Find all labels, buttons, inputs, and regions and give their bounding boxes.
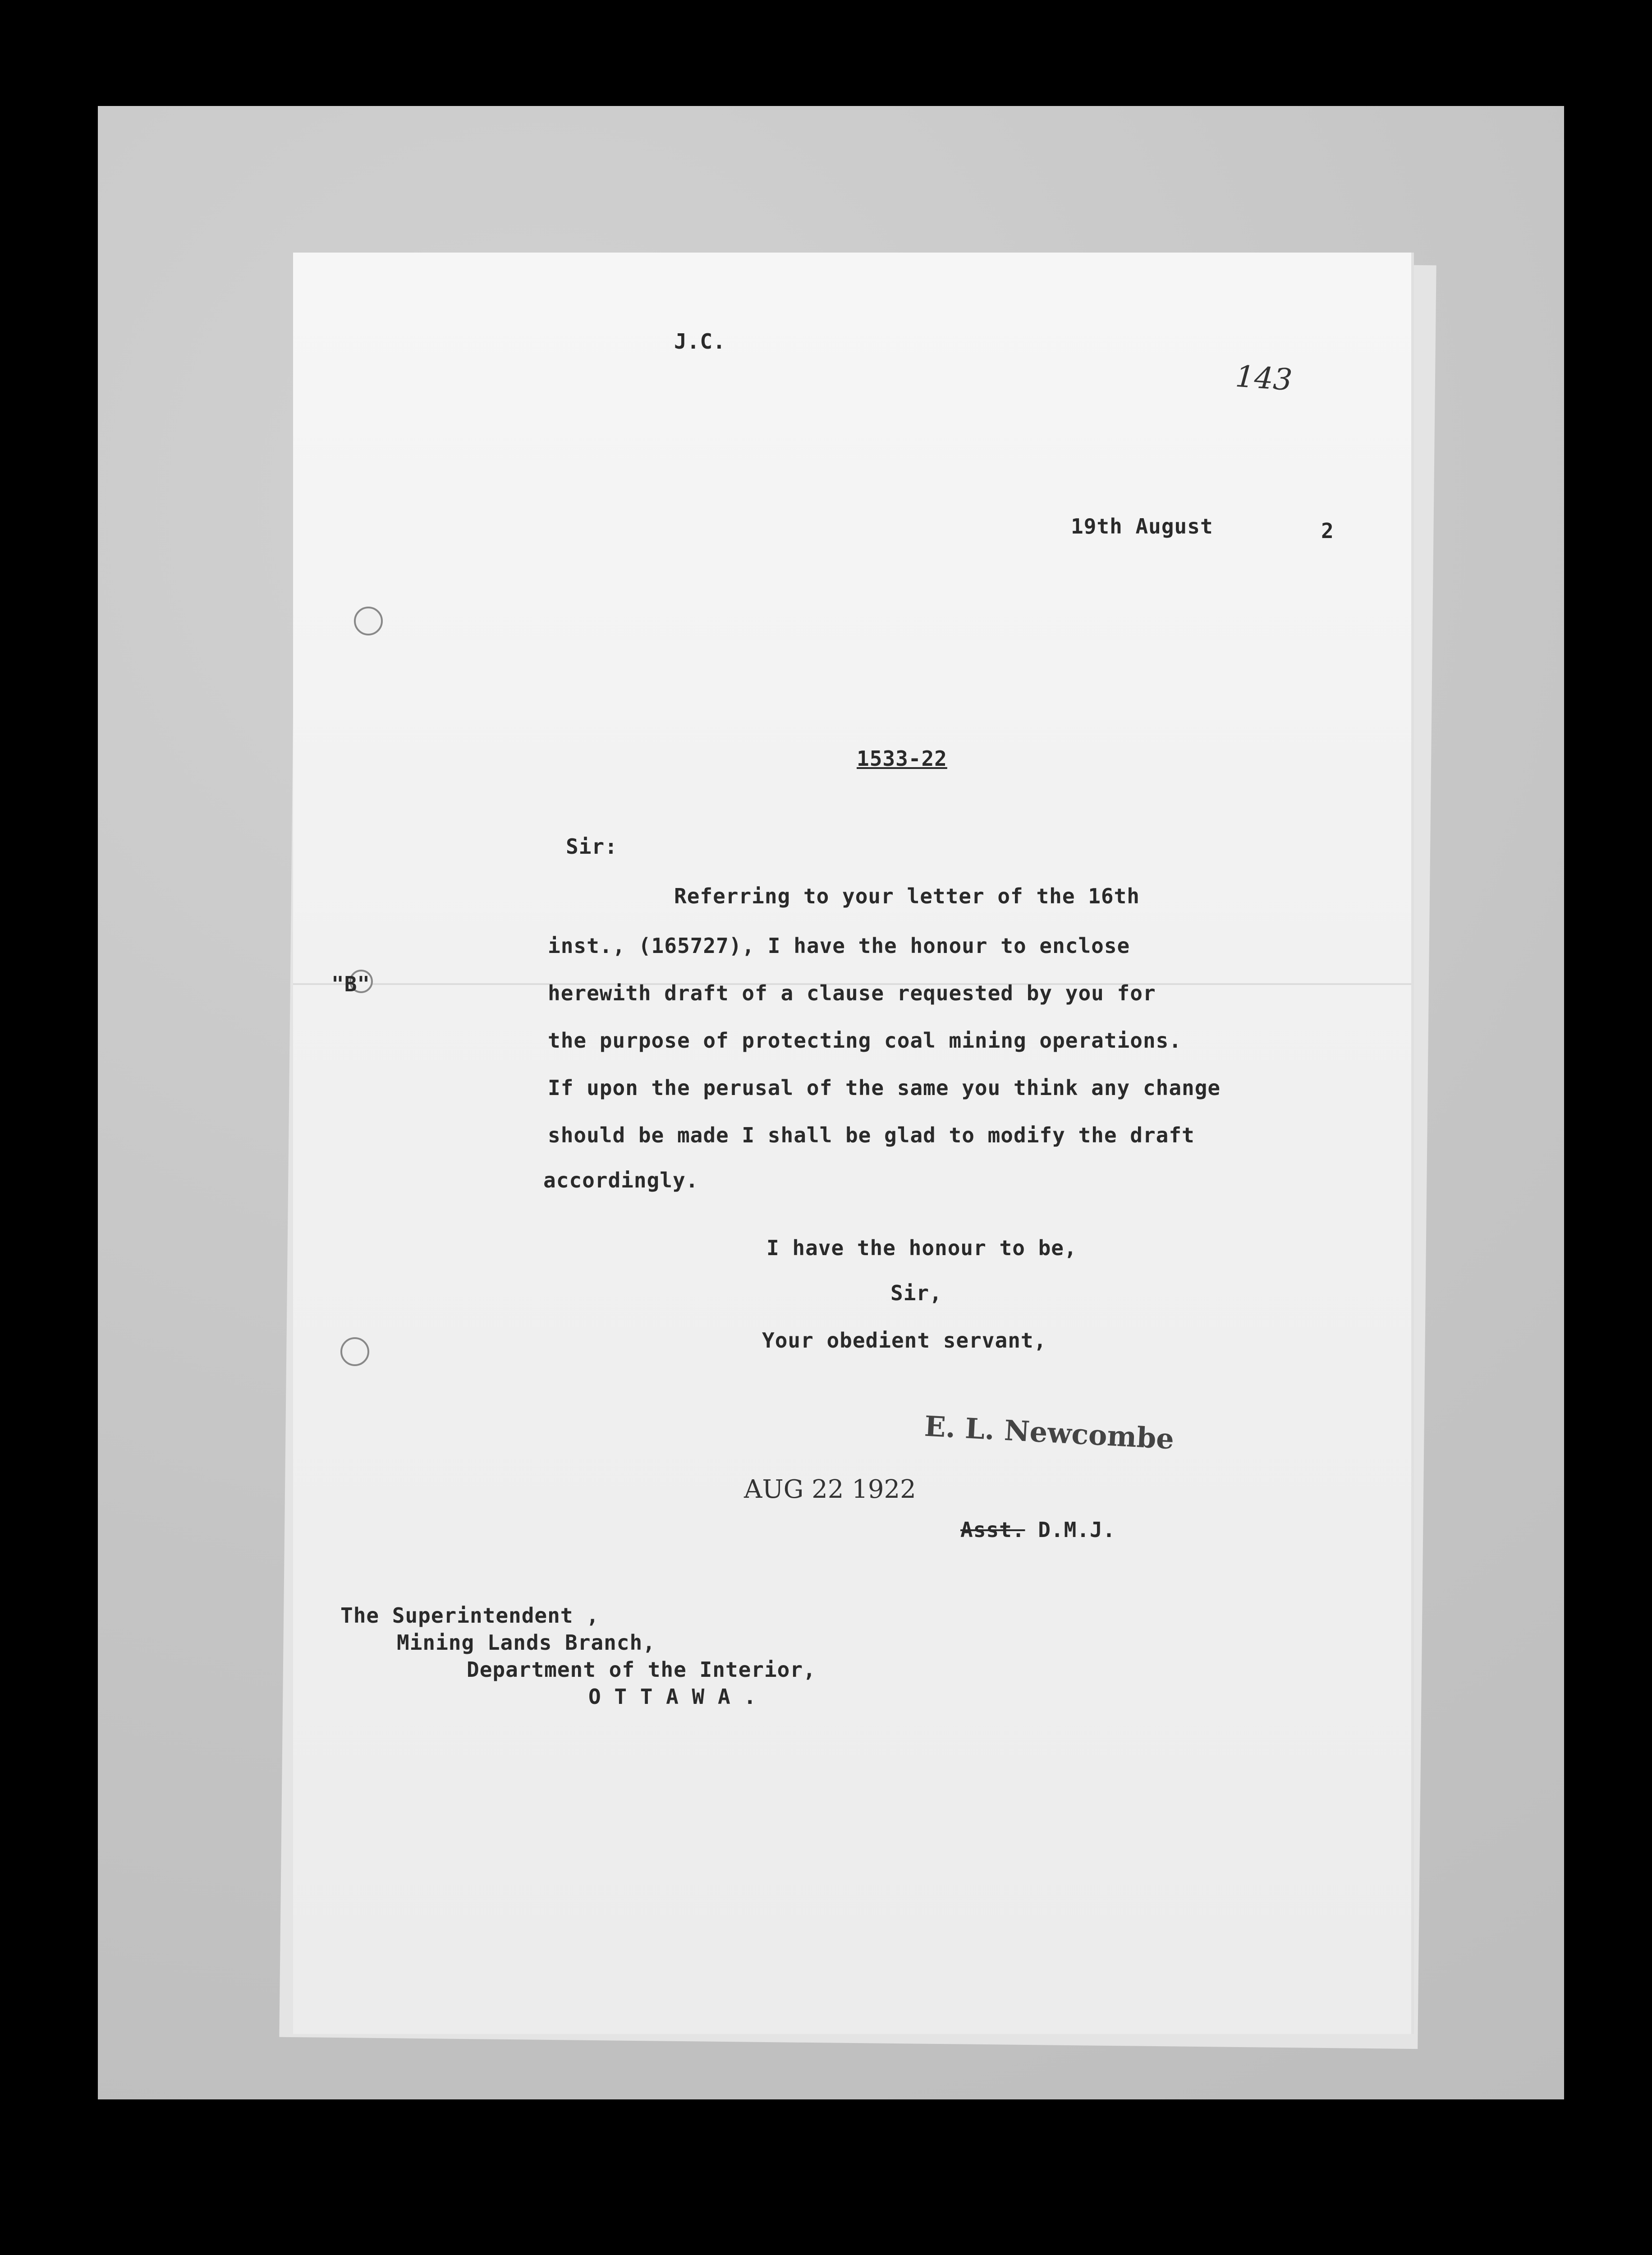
addressee-line-4: O T T A W A . (588, 1684, 757, 1709)
letter-date-suffix: 2 (1321, 519, 1334, 543)
body-line-7: accordingly. (543, 1168, 699, 1192)
received-date-stamp: AUG 22 1922 (744, 1475, 916, 1504)
addressee-line-1: The Superintendent , (340, 1603, 599, 1628)
letter-date: 19th August (1071, 514, 1213, 538)
signatory-title (960, 1518, 1115, 1542)
closing-line-3: Your obedient servant, (762, 1328, 1047, 1353)
punch-hole-upper (354, 607, 383, 635)
file-code: J.C. (674, 329, 726, 354)
margin-mark: "B" (331, 972, 371, 996)
closing-line-2: Sir, (890, 1281, 942, 1305)
body-line-5: If upon the perusal of the same you think any change (548, 1076, 1221, 1100)
folio-number: 143 (1234, 359, 1294, 398)
reference-number: 1533-22 (857, 746, 947, 771)
addressee-line-3: Department of the Interior, (467, 1657, 816, 1682)
signature-stamp: E. L. Newcombe (923, 1409, 1175, 1456)
signatory-title-rest: D.M.J. (1038, 1518, 1116, 1542)
body-line-3: herewith draft of a clause requested by you for (548, 981, 1156, 1005)
body-line-4: the purpose of protecting coal mining operations. (548, 1028, 1182, 1053)
body-line-6: should be made I shall be glad to modify the draft (548, 1123, 1195, 1147)
salutation: Sir: (566, 834, 618, 859)
body-line-2: inst., (165727), I have the honour to enclose (548, 934, 1130, 958)
addressee-line-2: Mining Lands Branch, (397, 1630, 656, 1655)
signatory-title-struck: Asst. (960, 1518, 1025, 1542)
punch-hole-lower (340, 1337, 369, 1366)
closing-line-1: I have the honour to be, (766, 1236, 1077, 1260)
body-line-1: Referring to your letter of the 16th (674, 884, 1140, 908)
